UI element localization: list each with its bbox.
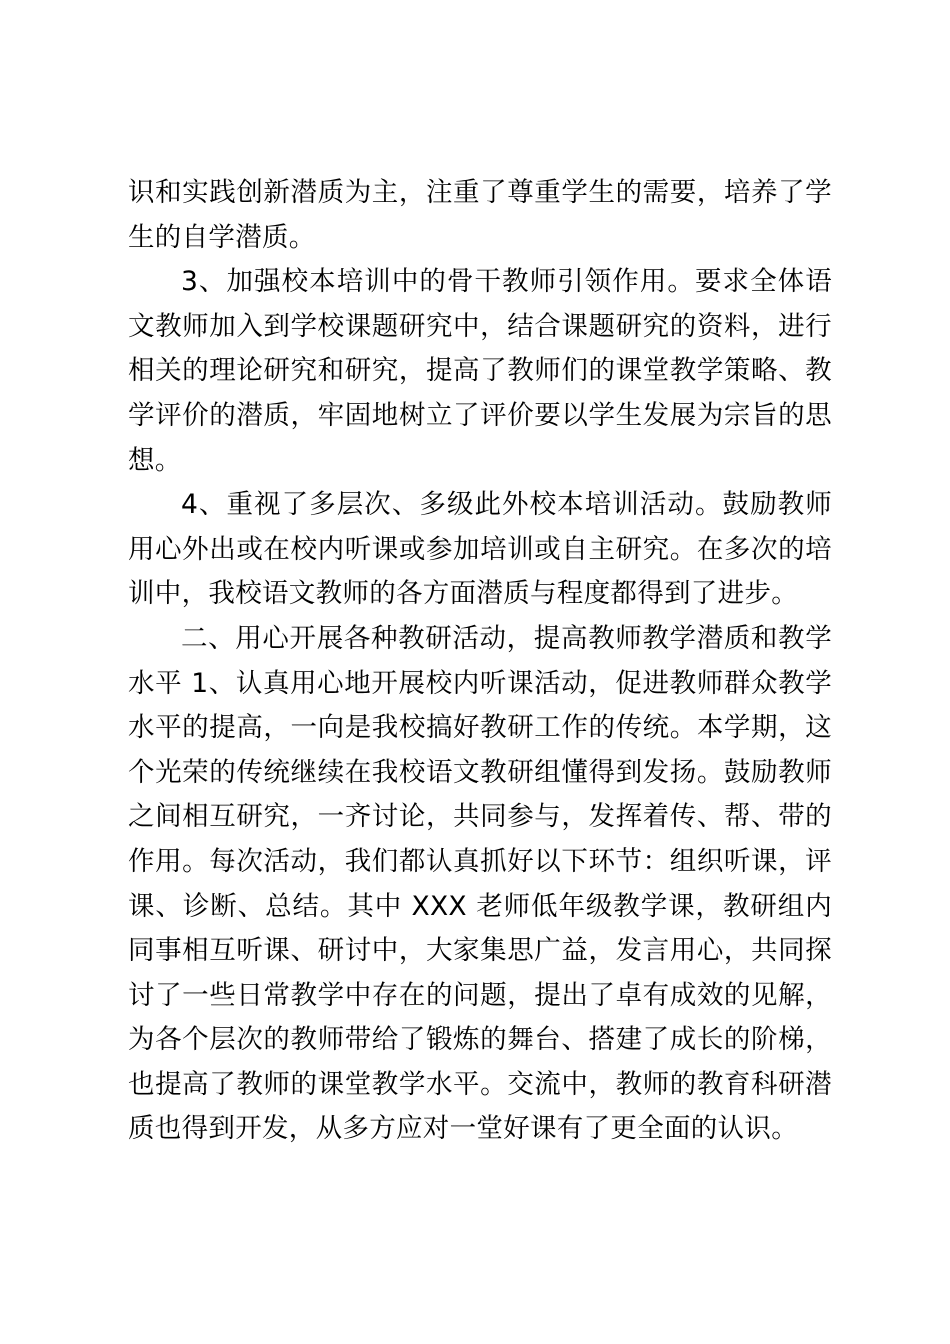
paragraph-item-3: 3、加强校本培训中的骨干教师引领作用。要求全体语文教师加入到学校课题研究中，结合课题研究的资料，进行相关的理论研究和研究，提高了教师们的课堂教学策略、教学评价的潜质，牢固地树立了评价要以学生发展为宗旨的思想。	[128, 266, 832, 476]
paragraph-item-4: 4、重视了多层次、多级此外校本培训活动。鼓励教师用心外出或在校内听课或参加培训或自主研究。在多次的培训中，我校语文教师的各方面潜质与程度都得到了进步。	[128, 489, 832, 610]
paragraph-section-2: 二、用心开展各种教研活动，提高教师教学潜质和教学水平 1、认真用心地开展校内听课活动，促进教师群众教学水平的提高，一向是我校搞好教研工作的传统。本学期，这个光荣的传统继续在我校语文教研组懂得到发扬。鼓励教师之间相互研究，一齐讨论，共同参与，发挥着传、帮、带的作用。每次活动，我们都认真抓好以下环节：组织听课，评课、诊断、总结。其中 XXX 老师低年级教学课，教研组内同事相互听课、研讨中，大家集思广益，发言用心，共同探讨了一些日常教学中存在的问题，提出了卓有成效的见解，为各个层次的教师带给了锻炼的舞台、搭建了成长的阶梯，也提高了教师的课堂教学水平。交流中，教师的教育科研潜质也得到开发，从多方应对一堂好课有了更全面的认识。	[128, 622, 832, 1145]
document-body	[128, 171, 832, 1152]
paragraph-continuation: 识和实践创新潜质为主，注重了尊重学生的需要，培养了学生的自学潜质。	[128, 177, 832, 253]
